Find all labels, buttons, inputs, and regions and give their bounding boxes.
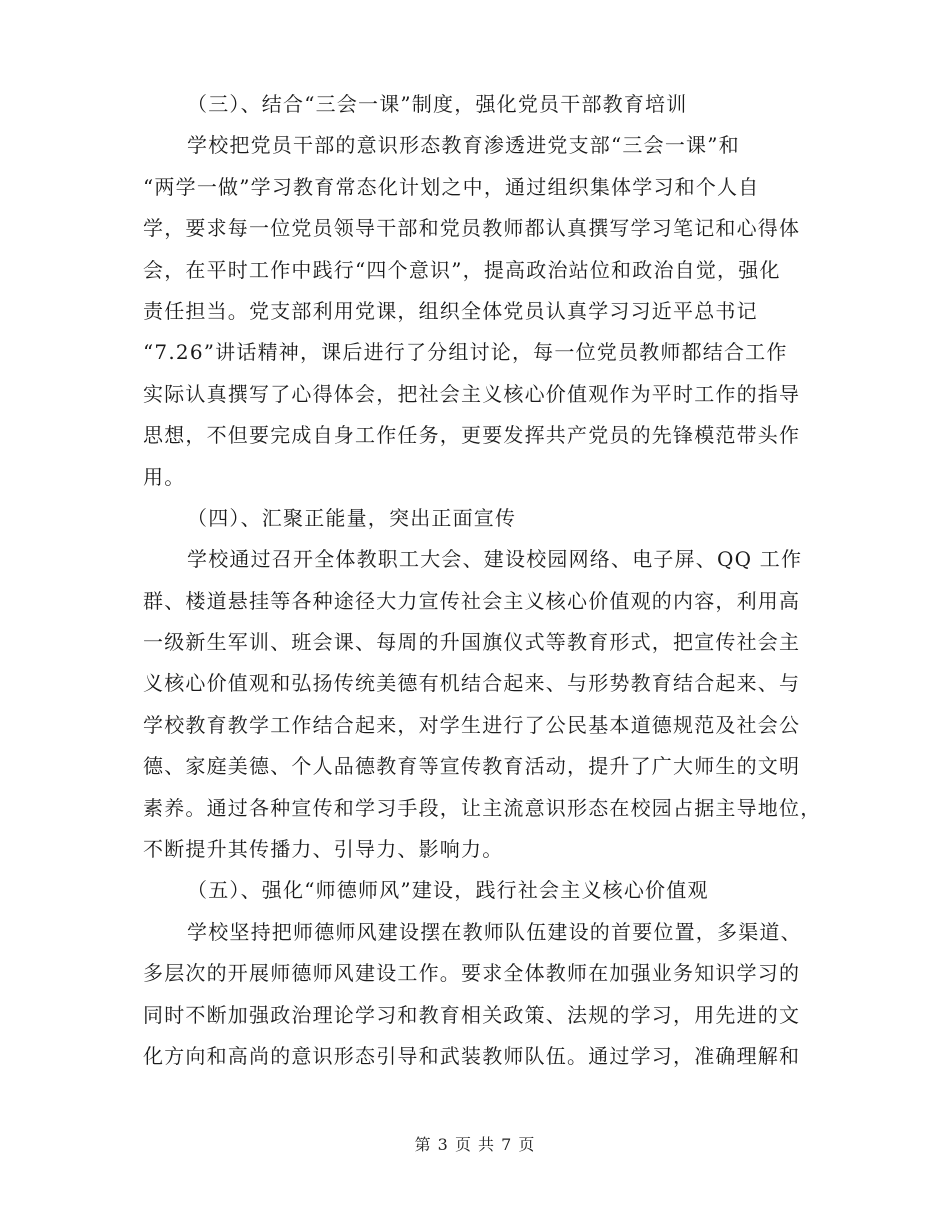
paragraph-line: 一级新生军训、班会课、每周的升国旗仪式等教育形式，把宣传社会主 xyxy=(143,630,801,655)
paragraph-line: 学校教育教学工作结合起来，对学生进行了公民基本道德规范及社会公 xyxy=(143,712,801,737)
section-heading-5: （五）、强化“师德师风”建设，践行社会主义核心价值观 xyxy=(187,878,709,903)
paragraph-line: 德、家庭美德、个人品德教育等宣传教育活动，提升了广大师生的文明 xyxy=(143,754,801,779)
paragraph-line: 会，在平时工作中践行“四个意识”，提高政治站位和政治自觉，强化 xyxy=(143,257,781,282)
paragraph-line: 用。 xyxy=(143,464,186,489)
section-heading-4: （四）、汇聚正能量，突出正面宣传 xyxy=(187,505,517,530)
paragraph-line: “7.26”讲话精神，课后进行了分组讨论，每一位党员教师都结合工作 xyxy=(143,340,788,365)
paragraph-line: 不断提升其传播力、引导力、影响力。 xyxy=(143,837,504,862)
document-body xyxy=(143,84,822,1077)
paragraph-line: 学校坚持把师德师风建设摆在教师队伍建设的首要位置，多渠道、 xyxy=(187,919,802,944)
paragraph-line: 责任担当。党支部利用党课，组织全体党员认真学习习近平总书记 xyxy=(143,298,758,323)
paragraph-line: 义核心价值观和弘扬传统美德有机结合起来、与形势教育结合起来、与 xyxy=(143,671,801,696)
paragraph-line: 素养。通过各种宣传和学习手段，让主流意识形态在校园占据主导地位， xyxy=(143,795,822,820)
paragraph-line: 学，要求每一位党员领导干部和党员教师都认真撰写学习笔记和心得体 xyxy=(143,216,801,241)
paragraph-line: 学校把党员干部的意识形态教育渗透进党支部“三会一课”和 xyxy=(187,133,740,158)
paragraph-line: 思想，不但要完成自身工作任务，更要发挥共产党员的先锋模范带头作 xyxy=(143,423,801,448)
page-number-footer: 第 3 页 共 7 页 xyxy=(414,1135,536,1154)
section-heading-3: （三）、结合“三会一课”制度，强化党员干部教育培训 xyxy=(187,92,688,116)
paragraph-line: 群、楼道悬挂等各种途径大力宣传社会主义核心价值观的内容，利用高 xyxy=(143,588,801,613)
paragraph-line: 学校通过召开全体教职工大会、建设校园网络、电子屏、QQ 工作 xyxy=(187,547,803,572)
paragraph-line: 化方向和高尚的意识形态引导和武装教师队伍。通过学习，准确理解和 xyxy=(143,1043,801,1068)
paragraph-line: 实际认真撰写了心得体会，把社会主义核心价值观作为平时工作的指导 xyxy=(143,381,801,406)
paragraph-line: 同时不断加强政治理论学习和教育相关政策、法规的学习，用先进的文 xyxy=(143,1002,801,1027)
paragraph-line: 多层次的开展师德师风建设工作。要求全体教师在加强业务知识学习的 xyxy=(143,961,801,986)
paragraph-line: “两学一做”学习教育常态化计划之中，通过组织集体学习和个人自 xyxy=(143,174,760,199)
